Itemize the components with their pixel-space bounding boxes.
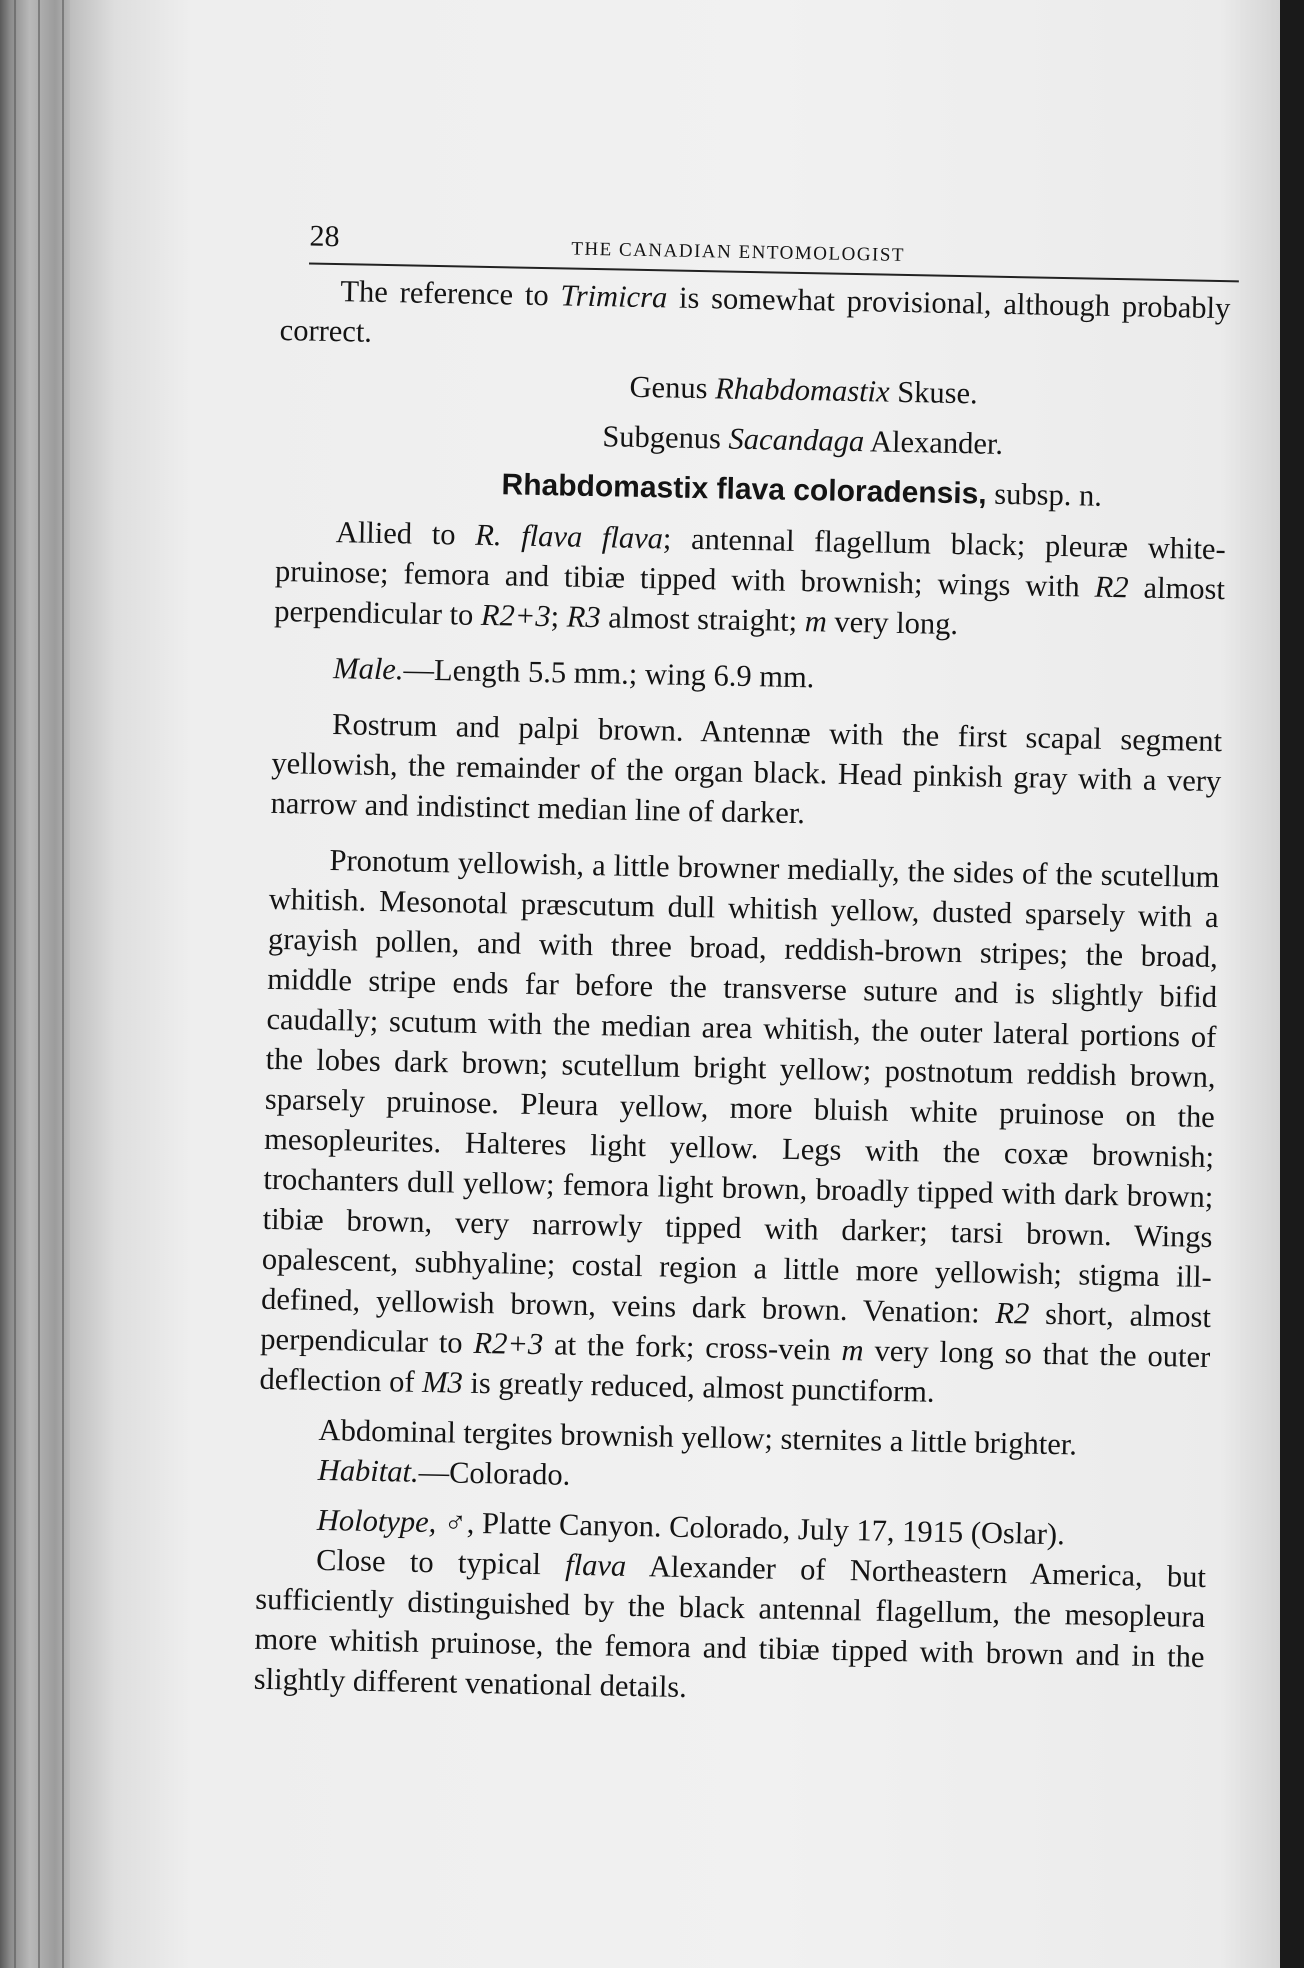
text-run: Close to typical [315,1542,566,1582]
text-run: almost straight; [600,600,806,639]
page-number: 28 [309,219,340,254]
vein-label: R2+3 [473,1325,544,1362]
journal-title: THE CANADIAN ENTOMOLOGIST [571,238,906,266]
text-run: short, almost perpendicular to [260,1296,1212,1360]
text-run: very long so that the outer deflection of [259,1333,1211,1399]
text-run: ; [550,599,568,634]
intro-paragraph [279,270,1230,368]
text-run: subsp. n. [986,476,1103,513]
section-label: Habitat. [317,1452,419,1489]
taxon-name: Trimicra [560,278,668,315]
genus-name: Rhabdomastix [714,371,890,409]
genus-heading [378,362,1229,418]
page-content [253,212,1231,1717]
text-run: Genus [629,369,716,406]
binding-line [38,0,40,1968]
vein-label: R2+3 [480,597,551,634]
text-run: ♂, Platte Canyon. Colorado, July 17, 1915 (Oslar). [435,1505,1066,1552]
text-run: Alexander. [863,424,1004,461]
text-run: very long. [826,604,959,642]
taxon-name: flava [564,1547,627,1583]
text-run: Alexander of Northeastern America, but sufficiently distinguished by the black antennal flagellum, the mesopleura more whitish pruinose, the femora and tibiæ tipped with brown and in the slightly different venational details. [253,1548,1207,1705]
vein-label: m [841,1332,864,1368]
vein-label: R2 [1094,569,1129,605]
text-run: —Colorado. [418,1454,571,1492]
text-run: The reference to [340,274,561,313]
text-run: Subgenus [602,419,729,456]
diagnosis-paragraph [274,511,1226,649]
section-label: Male. [332,651,404,687]
vein-label: R2 [995,1295,1030,1331]
species-heading [376,462,1227,519]
text-run: Pronotum yellowish, a little browner medially, the sides of the scutellum whitish. Mesonotal præscutum dull whitish yellow, dusted sparsely with a grayish pollen, and with three broad, reddish-brown stripes; the broad, middle stripe ends far before the transverse suture and is slightly bifid caudally; scutum with the median area whitish, the outer lateral portions of the lobes dark brown; scutellum bright yellow; postnotum reddish brown, sparsely pruinose. Pleura yellow, more bluish white pruinose on the mesopleurites. Halteres light yellow. Legs with the coxæ brownish; trochanters dull yellow; femora light brown, broadly tipped with dark brown; tibiæ brown, very narrowly tipped with darker; tarsi brown. Wings opalescent, subhyaline; costal region a little more yellowish; stigma ill-defined, yellowish brown, veins dark brown. Venation: [260,843,1220,1330]
vein-label: R3 [566,599,601,635]
text-run: at the fork; cross-vein [542,1327,842,1367]
text-run: is greatly reduced, almost punctiform. [462,1365,935,1409]
abdomen-paragraph: Abdominal tergites brownish yellow; sternites a little brighter. [318,1412,1078,1462]
vein-label: M3 [421,1364,464,1400]
page-edge [1280,0,1304,1968]
text-run: Skuse. [889,374,979,411]
text-run: Allied to [335,515,476,552]
taxon-name: R. flava flava [474,517,664,556]
section-label: Holotype, [316,1502,437,1540]
subgenus-name: Sacandaga [728,421,865,459]
binding-line [62,0,64,1968]
text-run: is somewhat provisional, although probably correct. [279,280,1231,349]
binding-line [14,0,16,1968]
text-run: —Length 5.5 mm.; wing 6.9 mm. [403,652,815,695]
vein-label: m [804,604,828,639]
thorax-paragraph [259,839,1220,1417]
species-name: Rhabdomastix flava coloradensis, [501,468,987,511]
comparison-paragraph [253,1539,1206,1717]
text-run: almost perpendicular to [274,570,1226,632]
male-measurements [273,647,1224,705]
rostrum-paragraph: Rostrum and palpi brown. Antennæ with the first scapal segment yellowish, the remainder of the organ black. Head pinkish gray with a very narrow and indistinct median line of darker. [270,707,1223,831]
subgenus-heading [377,412,1228,468]
text-run: ; antennal flagellum black; pleuræ white-pruinose; femora and tibiæ tipped with brownish; wings with [274,521,1227,604]
